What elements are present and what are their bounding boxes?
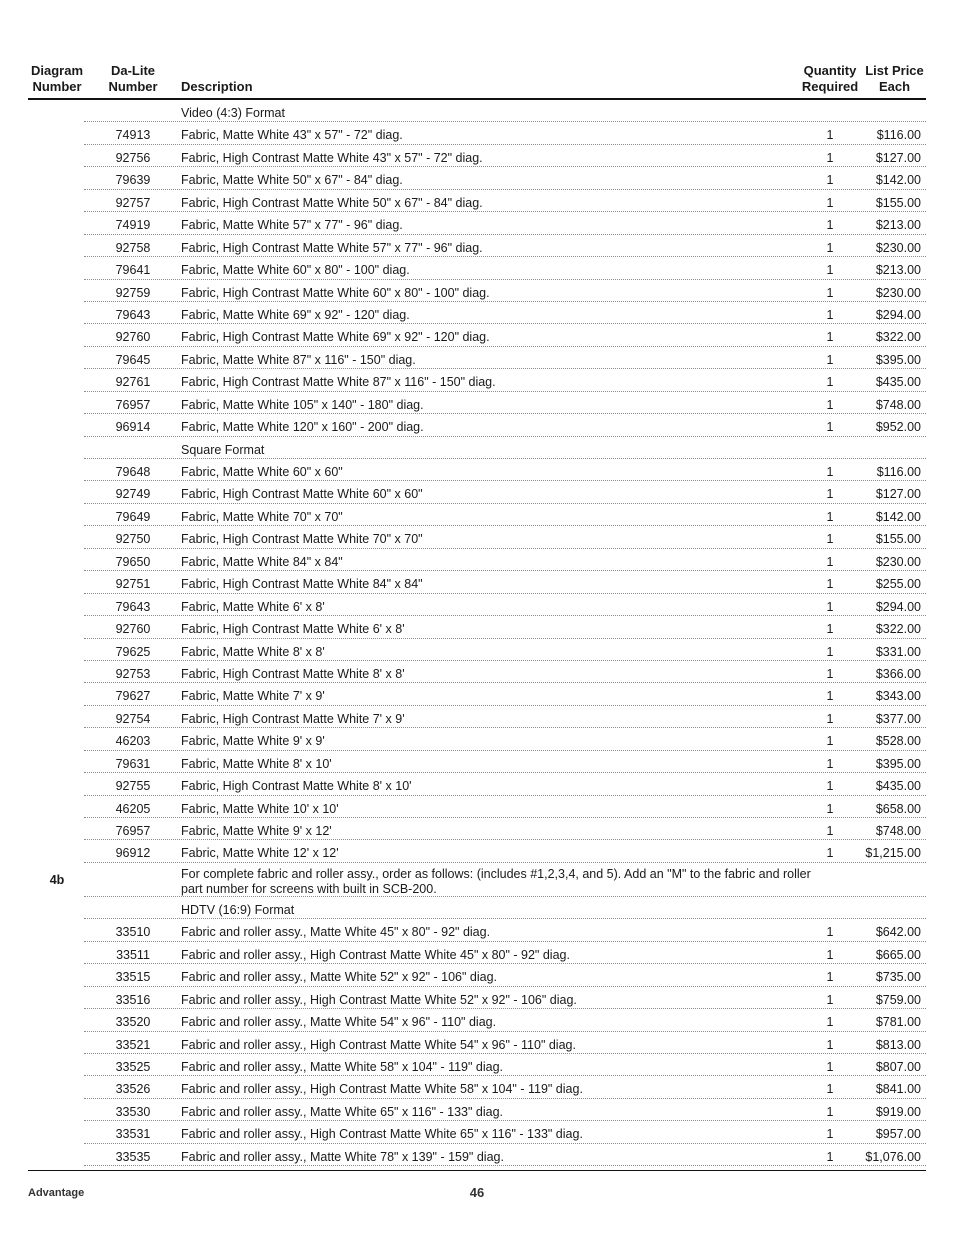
- list-price-cell: $665.00: [875, 947, 921, 962]
- list-price-cell: $142.00: [875, 173, 921, 188]
- list-price-cell: $435.00: [875, 375, 921, 390]
- quantity-cell: 1: [826, 1149, 834, 1164]
- dalite-number-cell: 92760: [115, 622, 151, 637]
- quantity-cell: 1: [826, 801, 834, 816]
- dalite-number-cell: 79643: [115, 307, 151, 322]
- table-row: [28, 235, 926, 257]
- list-price-cell: $658.00: [875, 801, 921, 816]
- dalite-number-cell: 92755: [115, 779, 151, 794]
- table-row: [28, 122, 926, 144]
- dalite-number-cell: 92751: [115, 577, 151, 592]
- table-row: [28, 526, 926, 548]
- list-price-cell: $155.00: [875, 195, 921, 210]
- description-cell: Fabric and roller assy., Matte White 58" x 104" - 119" diag.: [181, 1059, 504, 1074]
- description-cell: Fabric and roller assy., Matte White 78" x 139" - 159" diag.: [181, 1149, 504, 1164]
- dalite-number-cell: 79648: [115, 465, 151, 479]
- table-row: [28, 459, 926, 481]
- list-price-cell: $322.00: [875, 330, 921, 345]
- list-price-cell: $366.00: [875, 666, 921, 681]
- table-row: [28, 369, 926, 391]
- table-row: [28, 145, 926, 167]
- list-price-cell: $377.00: [875, 711, 921, 726]
- dalite-number-cell: 92761: [115, 375, 151, 390]
- quantity-cell: 1: [826, 554, 834, 569]
- description-cell: Fabric, High Contrast Matte White 84" x 84": [181, 577, 423, 592]
- quantity-cell: 1: [826, 756, 834, 771]
- table-row: [28, 392, 926, 414]
- description-cell: Fabric and roller assy., High Contrast Matte White 65" x 116" - 133" diag.: [181, 1127, 583, 1142]
- table-row: [28, 818, 926, 840]
- list-price-cell: $230.00: [875, 240, 921, 255]
- dalite-number-cell: 92754: [115, 711, 151, 726]
- dalite-number-cell: 33515: [115, 970, 151, 985]
- quantity-cell: 1: [826, 375, 834, 390]
- quantity-cell: 1: [826, 532, 834, 547]
- dalite-number-cell: 33530: [115, 1104, 151, 1119]
- dalite-number-cell: 33535: [115, 1149, 151, 1164]
- list-price-cell: $957.00: [875, 1127, 921, 1142]
- quantity-cell: 1: [826, 734, 834, 749]
- quantity-cell: 1: [826, 992, 834, 1007]
- quantity-cell: 1: [826, 150, 834, 165]
- table-row: [28, 942, 926, 964]
- list-price-cell: $213.00: [875, 263, 921, 278]
- description-cell: HDTV (16:9) Format: [181, 902, 295, 917]
- table-row: [28, 1009, 926, 1031]
- table-row: [28, 280, 926, 302]
- table-row: [28, 661, 926, 683]
- description-cell: Fabric, High Contrast Matte White 69" x 92" - 120" diag.: [181, 330, 490, 345]
- table-row: [28, 683, 926, 705]
- description-cell: Fabric and roller assy., Matte White 52" x 92" - 106" diag.: [181, 970, 497, 985]
- table-row: [28, 796, 926, 818]
- dalite-number-cell: 79643: [115, 599, 151, 614]
- description-cell: Fabric, High Contrast Matte White 50" x 67" - 84" diag.: [181, 195, 483, 210]
- description-cell: Fabric, High Contrast Matte White 57" x 77" - 96" diag.: [181, 240, 483, 255]
- list-price-cell: $528.00: [875, 734, 921, 749]
- dalite-number-cell: 79631: [115, 756, 151, 771]
- description-cell: Fabric, High Contrast Matte White 6' x 8': [181, 622, 405, 637]
- description-cell: Square Format: [181, 442, 265, 457]
- quantity-cell: 1: [826, 622, 834, 637]
- description-cell: Fabric, Matte White 60" x 80" - 100" diag.: [181, 263, 410, 278]
- description-cell: Fabric, Matte White 50" x 67" - 84" diag.: [181, 173, 403, 188]
- dalite-number-cell: 33531: [115, 1127, 151, 1142]
- description-cell: Fabric, High Contrast Matte White 8' x 8': [181, 666, 405, 681]
- quantity-cell: 1: [826, 1037, 834, 1052]
- list-price-cell: $435.00: [875, 779, 921, 794]
- dalite-number-cell: 79650: [115, 554, 151, 569]
- table-row: [28, 706, 926, 728]
- list-price-cell: $813.00: [875, 1037, 921, 1052]
- dalite-number-cell: 79649: [115, 509, 151, 524]
- quantity-cell: 1: [826, 846, 834, 861]
- table-row: [28, 504, 926, 526]
- list-price-cell: $952.00: [875, 420, 921, 435]
- header-dalite-number: Da-Lite Number: [108, 63, 158, 94]
- list-price-cell: $116.00: [876, 465, 921, 479]
- section-heading-row: [28, 897, 926, 919]
- quantity-cell: 1: [826, 195, 834, 210]
- dalite-number-cell: 33511: [116, 947, 150, 962]
- quantity-cell: 1: [826, 420, 834, 435]
- table-row: [28, 1099, 926, 1121]
- list-price-cell: $127.00: [875, 487, 921, 502]
- dalite-number-cell: 96914: [115, 420, 151, 435]
- quantity-cell: 1: [826, 307, 834, 322]
- table-row: [28, 481, 926, 503]
- table-row: [28, 1076, 926, 1098]
- table-row: [28, 751, 926, 773]
- header-quantity: Quantity Required: [801, 63, 859, 94]
- dalite-number-cell: 92759: [115, 285, 151, 300]
- diagram-number-cell: 4b: [49, 872, 65, 887]
- list-price-cell: $213.00: [875, 218, 921, 233]
- list-price-cell: $294.00: [875, 599, 921, 614]
- table-row: [28, 594, 926, 616]
- dalite-number-cell: 33520: [115, 1015, 151, 1030]
- description-cell: Video (4:3) Format: [181, 106, 285, 120]
- quantity-cell: 1: [826, 689, 834, 704]
- quantity-cell: 1: [826, 1104, 834, 1119]
- table-row: [28, 639, 926, 661]
- table-row: [28, 964, 926, 986]
- table-header: [28, 56, 926, 100]
- list-price-cell: $142.00: [875, 509, 921, 524]
- parts-table-body: [28, 100, 926, 1166]
- description-cell: Fabric and roller assy., High Contrast Matte White 54" x 96" - 110" diag.: [181, 1037, 576, 1052]
- quantity-cell: 1: [826, 666, 834, 681]
- quantity-cell: 1: [826, 779, 834, 794]
- description-cell: Fabric, High Contrast Matte White 43" x 57" - 72" diag.: [181, 150, 483, 165]
- dalite-number-cell: 92750: [115, 532, 151, 547]
- quantity-cell: 1: [826, 644, 834, 659]
- dalite-number-cell: 33526: [115, 1082, 151, 1097]
- list-price-cell: $1,076.00: [865, 1149, 921, 1164]
- list-price-cell: $395.00: [875, 352, 921, 367]
- description-cell: Fabric, High Contrast Matte White 60" x 80" - 100" diag.: [181, 285, 490, 300]
- quantity-cell: 1: [826, 285, 834, 300]
- quantity-cell: 1: [826, 711, 834, 726]
- dalite-number-cell: 76957: [115, 824, 151, 838]
- page-number: 46: [469, 1185, 485, 1200]
- description-cell: Fabric, Matte White 6' x 8': [181, 599, 325, 614]
- quantity-cell: 1: [826, 970, 834, 985]
- table-row: [28, 728, 926, 750]
- table-row: [28, 616, 926, 638]
- dalite-number-cell: 92756: [115, 150, 151, 165]
- quantity-cell: 1: [826, 1127, 834, 1142]
- description-cell: Fabric, Matte White 43" x 57" - 72" diag.: [181, 128, 403, 143]
- dalite-number-cell: 76957: [115, 397, 151, 412]
- dalite-number-cell: 79645: [115, 352, 151, 367]
- quantity-cell: 1: [826, 263, 834, 278]
- list-price-cell: $230.00: [875, 554, 921, 569]
- quantity-cell: 1: [826, 487, 834, 502]
- page-footer: [28, 1186, 926, 1202]
- quantity-cell: 1: [826, 397, 834, 412]
- list-price-cell: $322.00: [875, 622, 921, 637]
- description-cell: Fabric, Matte White 120" x 160" - 200" diag.: [181, 420, 424, 435]
- list-price-cell: $748.00: [875, 397, 921, 412]
- dalite-number-cell: 46205: [115, 801, 151, 816]
- dalite-number-cell: 33521: [115, 1037, 151, 1052]
- quantity-cell: 1: [826, 925, 834, 940]
- table-row: [28, 212, 926, 234]
- description-cell: Fabric, Matte White 12' x 12': [181, 846, 339, 861]
- description-cell: Fabric and roller assy., High Contrast Matte White 45" x 80" - 92" diag.: [181, 947, 570, 962]
- table-row: [28, 840, 926, 862]
- dalite-number-cell: 79625: [115, 644, 151, 659]
- quantity-cell: 1: [826, 947, 834, 962]
- table-row: [28, 190, 926, 212]
- list-price-cell: $255.00: [875, 577, 921, 592]
- list-price-cell: $759.00: [875, 992, 921, 1007]
- section-heading-row: [28, 437, 926, 459]
- description-cell: For complete fabric and roller assy., order as follows: (includes #1,2,3,4, and 5). Add an "M" to the fabric and roller part number for screens with built in SCB-200.: [181, 866, 811, 896]
- dalite-number-cell: 33525: [115, 1059, 151, 1074]
- quantity-cell: 1: [826, 330, 834, 345]
- dalite-number-cell: 96912: [115, 846, 151, 861]
- list-price-cell: $331.00: [875, 644, 921, 659]
- footer-product-name: Advantage: [28, 1187, 85, 1199]
- table-row: [28, 414, 926, 436]
- description-cell: Fabric, High Contrast Matte White 87" x 116" - 150" diag.: [181, 375, 496, 390]
- description-cell: Fabric, Matte White 10' x 10': [181, 801, 339, 816]
- description-cell: Fabric, Matte White 7' x 9': [181, 689, 325, 704]
- table-row: [28, 1054, 926, 1076]
- table-row: [28, 919, 926, 941]
- dalite-number-cell: 92757: [115, 195, 151, 210]
- description-cell: Fabric, Matte White 8' x 8': [181, 644, 325, 659]
- list-price-cell: $807.00: [875, 1059, 921, 1074]
- description-cell: Fabric, High Contrast Matte White 7' x 9': [181, 711, 405, 726]
- quantity-cell: 1: [826, 240, 834, 255]
- list-price-cell: $230.00: [875, 285, 921, 300]
- quantity-cell: 1: [826, 577, 834, 592]
- dalite-number-cell: 46203: [115, 734, 151, 749]
- description-cell: Fabric, High Contrast Matte White 8' x 10': [181, 779, 412, 794]
- list-price-cell: $735.00: [875, 970, 921, 985]
- dalite-number-cell: 79627: [115, 689, 151, 704]
- dalite-number-cell: 33516: [115, 992, 151, 1007]
- header-description: Description: [181, 79, 253, 94]
- quantity-cell: 1: [826, 1015, 834, 1030]
- table-row: [28, 1032, 926, 1054]
- list-price-cell: $395.00: [875, 756, 921, 771]
- dalite-number-cell: 33510: [115, 925, 151, 940]
- quantity-cell: 1: [826, 509, 834, 524]
- dalite-number-cell: 74913: [115, 128, 151, 143]
- table-row: [28, 773, 926, 795]
- dalite-number-cell: 92758: [115, 240, 151, 255]
- table-row: [28, 324, 926, 346]
- table-row: [28, 302, 926, 324]
- quantity-cell: 1: [826, 1082, 834, 1097]
- table-row: [28, 571, 926, 593]
- description-cell: Fabric and roller assy., Matte White 65" x 116" - 133" diag.: [181, 1104, 504, 1119]
- description-cell: Fabric and roller assy., Matte White 54" x 96" - 110" diag.: [181, 1015, 497, 1030]
- header-list-price: List Price Each: [865, 63, 924, 94]
- table-row: [28, 347, 926, 369]
- description-cell: Fabric and roller assy., High Contrast Matte White 58" x 104" - 119" diag.: [181, 1082, 583, 1097]
- list-price-cell: $1,215.00: [865, 846, 921, 861]
- description-cell: Fabric, Matte White 69" x 92" - 120" diag.: [181, 307, 410, 322]
- table-row: [28, 1144, 926, 1166]
- description-cell: Fabric, Matte White 57" x 77" - 96" diag.: [181, 218, 403, 233]
- description-cell: Fabric, Matte White 87" x 116" - 150" diag.: [181, 352, 416, 367]
- description-cell: Fabric and roller assy., Matte White 45" x 80" - 92" diag.: [181, 925, 491, 940]
- parts-list-page: [28, 56, 926, 1171]
- description-cell: Fabric, Matte White 60" x 60": [181, 465, 343, 479]
- dalite-number-cell: 74919: [115, 218, 151, 233]
- table-row: [28, 1121, 926, 1143]
- description-cell: Fabric, Matte White 8' x 10': [181, 756, 332, 771]
- quantity-cell: 1: [826, 465, 834, 479]
- dalite-number-cell: 92753: [115, 666, 151, 681]
- list-price-cell: $127.00: [875, 150, 921, 165]
- list-price-cell: $841.00: [875, 1082, 921, 1097]
- dalite-number-cell: 79639: [115, 173, 151, 188]
- quantity-cell: 1: [826, 1059, 834, 1074]
- description-cell: Fabric, High Contrast Matte White 60" x 60": [181, 487, 423, 502]
- table-row: [28, 167, 926, 189]
- dalite-number-cell: 79641: [115, 263, 151, 278]
- quantity-cell: 1: [826, 352, 834, 367]
- description-cell: Fabric, Matte White 9' x 9': [181, 734, 325, 749]
- table-bottom-rule: [28, 1170, 926, 1171]
- table-row: [28, 257, 926, 279]
- description-cell: Fabric, Matte White 70" x 70": [181, 509, 343, 524]
- description-cell: Fabric, Matte White 105" x 140" - 180" diag.: [181, 397, 424, 412]
- table-row: [28, 549, 926, 571]
- dalite-number-cell: 92760: [115, 330, 151, 345]
- list-price-cell: $116.00: [876, 128, 921, 143]
- description-cell: Fabric, High Contrast Matte White 70" x 70": [181, 532, 423, 547]
- table-row: [28, 987, 926, 1009]
- quantity-cell: 1: [826, 218, 834, 233]
- description-cell: Fabric, Matte White 84" x 84": [181, 554, 343, 569]
- description-cell: Fabric and roller assy., High Contrast Matte White 52" x 92" - 106" diag.: [181, 992, 577, 1007]
- dalite-number-cell: 92749: [115, 487, 151, 502]
- note-row: [28, 863, 926, 897]
- list-price-cell: $343.00: [875, 689, 921, 704]
- list-price-cell: $748.00: [875, 824, 921, 838]
- header-diagram-number: Diagram Number: [30, 63, 84, 94]
- list-price-cell: $919.00: [875, 1104, 921, 1119]
- quantity-cell: 1: [826, 173, 834, 188]
- list-price-cell: $155.00: [875, 532, 921, 547]
- section-heading-row: [28, 100, 926, 122]
- quantity-cell: 1: [826, 824, 834, 838]
- description-cell: Fabric, Matte White 9' x 12': [181, 824, 332, 838]
- list-price-cell: $781.00: [875, 1015, 921, 1030]
- quantity-cell: 1: [826, 128, 834, 143]
- list-price-cell: $642.00: [875, 925, 921, 940]
- quantity-cell: 1: [826, 599, 834, 614]
- list-price-cell: $294.00: [875, 307, 921, 322]
